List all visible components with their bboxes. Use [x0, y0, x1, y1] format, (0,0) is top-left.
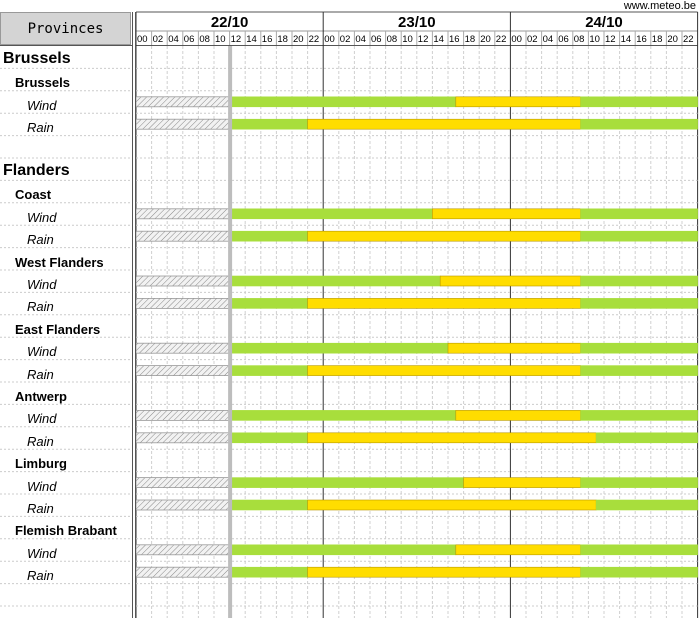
hour-tick-label: 00 — [324, 34, 335, 45]
hour-tick-label: 18 — [277, 34, 288, 45]
province-label: East Flanders — [15, 321, 101, 337]
yellow-segment — [308, 366, 581, 376]
green-segment — [230, 567, 308, 577]
past-hatched-bar — [136, 231, 230, 241]
hour-tick-label: 08 — [573, 34, 585, 45]
green-segment — [230, 500, 308, 510]
param-label: Wind — [27, 478, 57, 494]
past-hatched-bar — [136, 209, 230, 219]
past-hatched-bar — [136, 343, 230, 353]
green-segment — [230, 97, 456, 107]
yellow-segment — [308, 433, 597, 443]
green-segment — [581, 343, 698, 353]
param-label: Wind — [27, 545, 57, 561]
past-hatched-bar — [136, 97, 230, 107]
hour-tick-label: 22 — [308, 34, 320, 45]
param-label: Wind — [27, 97, 57, 113]
past-hatched-bar — [136, 276, 230, 286]
green-segment — [581, 209, 698, 219]
green-segment — [230, 209, 433, 219]
past-hatched-bar — [136, 545, 230, 555]
green-segment — [230, 343, 448, 353]
hour-tick-label: 04 — [542, 34, 554, 45]
hour-tick-label: 20 — [667, 34, 678, 45]
region-label: Brussels — [3, 50, 71, 67]
param-label: Rain — [27, 299, 54, 315]
param-label: Rain — [27, 120, 54, 136]
yellow-segment — [308, 567, 581, 577]
hour-tick-label: 14 — [246, 34, 257, 45]
yellow-segment — [308, 298, 581, 308]
hour-tick-label: 06 — [371, 34, 382, 45]
region-label: Flanders — [3, 162, 70, 179]
yellow-segment — [308, 119, 581, 129]
param-label: Rain — [27, 501, 54, 516]
green-segment — [230, 410, 456, 420]
province-label: Antwerp — [15, 389, 67, 404]
green-segment — [230, 231, 308, 241]
green-segment — [230, 298, 308, 308]
green-segment — [230, 433, 308, 443]
param-label: Rain — [27, 433, 54, 449]
yellow-segment — [448, 343, 581, 353]
hour-tick-label: 12 — [605, 34, 616, 45]
param-label: Wind — [27, 277, 57, 292]
province-label: Flemish Brabant — [15, 523, 117, 539]
hour-tick-label: 18 — [651, 34, 663, 45]
yellow-segment — [308, 231, 581, 241]
past-hatched-bar — [136, 433, 230, 443]
province-label: Limburg — [15, 456, 67, 472]
green-segment — [581, 545, 698, 555]
green-segment — [581, 231, 698, 241]
green-segment — [581, 366, 698, 376]
hour-tick-label: 06 — [183, 34, 195, 45]
column-separator — [132, 12, 136, 618]
province-label: Brussels — [15, 75, 70, 91]
param-label: Rain — [27, 568, 54, 584]
green-segment — [230, 119, 308, 129]
day-label: 22/10 — [210, 14, 249, 31]
yellow-segment — [308, 500, 597, 510]
hour-tick-label: 20 — [293, 34, 304, 45]
param-label: Wind — [27, 411, 57, 427]
yellow-segment — [440, 276, 580, 286]
hour-tick-label: 10 — [589, 34, 600, 45]
hour-tick-label: 04 — [355, 34, 366, 45]
hour-tick-label: 18 — [464, 34, 476, 45]
hour-tick-label: 12 — [417, 34, 429, 45]
past-hatched-bar — [136, 119, 230, 129]
hour-tick-label: 20 — [480, 34, 491, 45]
hour-tick-label: 02 — [527, 34, 538, 45]
hour-tick-label: 14 — [433, 34, 444, 45]
hour-tick-label: 00 — [511, 34, 522, 45]
hour-tick-label: 16 — [449, 34, 460, 45]
green-segment — [596, 500, 697, 510]
green-segment — [581, 567, 698, 577]
hour-tick-label: 12 — [230, 34, 242, 45]
hour-tick-label: 16 — [261, 34, 273, 45]
past-hatched-bar — [136, 478, 230, 488]
hour-tick-label: 22 — [683, 34, 694, 45]
yellow-segment — [464, 478, 581, 488]
day-label: 23/10 — [398, 14, 436, 31]
hour-tick-label: 10 — [402, 34, 413, 45]
yellow-segment — [456, 545, 581, 555]
past-hatched-bar — [136, 410, 230, 420]
hour-tick-label: 06 — [558, 34, 569, 45]
green-segment — [230, 545, 456, 555]
param-label: Wind — [27, 209, 57, 225]
past-hatched-bar — [136, 500, 230, 510]
hour-tick-label: 04 — [168, 34, 179, 45]
hour-tick-label: 02 — [339, 34, 351, 45]
past-hatched-bar — [136, 366, 230, 376]
province-label: Coast — [15, 187, 52, 203]
hour-tick-label: 08 — [199, 34, 210, 45]
hour-tick-label: 22 — [495, 34, 507, 45]
green-segment — [581, 119, 698, 129]
source-watermark: www.meteo.be — [623, 0, 696, 12]
hour-tick-label: 08 — [386, 34, 398, 45]
green-segment — [230, 276, 441, 286]
day-label: 24/10 — [585, 14, 623, 31]
green-segment — [581, 298, 698, 308]
param-label: Rain — [27, 366, 54, 382]
green-segment — [581, 97, 698, 107]
current-time-marker — [228, 46, 232, 618]
past-hatched-bar — [136, 298, 230, 308]
green-segment — [581, 410, 698, 420]
yellow-segment — [432, 209, 580, 219]
yellow-segment — [456, 97, 581, 107]
green-segment — [581, 478, 698, 488]
param-label: Rain — [27, 232, 54, 248]
hour-tick-label: 14 — [620, 34, 632, 45]
provinces-header: Provinces — [0, 12, 131, 45]
hour-tick-label: 16 — [636, 34, 647, 45]
green-segment — [230, 366, 308, 376]
hour-tick-label: 02 — [152, 34, 164, 45]
green-segment — [230, 478, 464, 488]
yellow-segment — [456, 410, 581, 420]
green-segment — [596, 433, 697, 443]
param-label: Wind — [27, 344, 57, 360]
past-hatched-bar — [136, 567, 230, 577]
hour-tick-label: 00 — [137, 34, 148, 45]
hour-tick-label: 10 — [215, 34, 226, 45]
province-label: West Flanders — [15, 254, 104, 270]
green-segment — [581, 276, 698, 286]
